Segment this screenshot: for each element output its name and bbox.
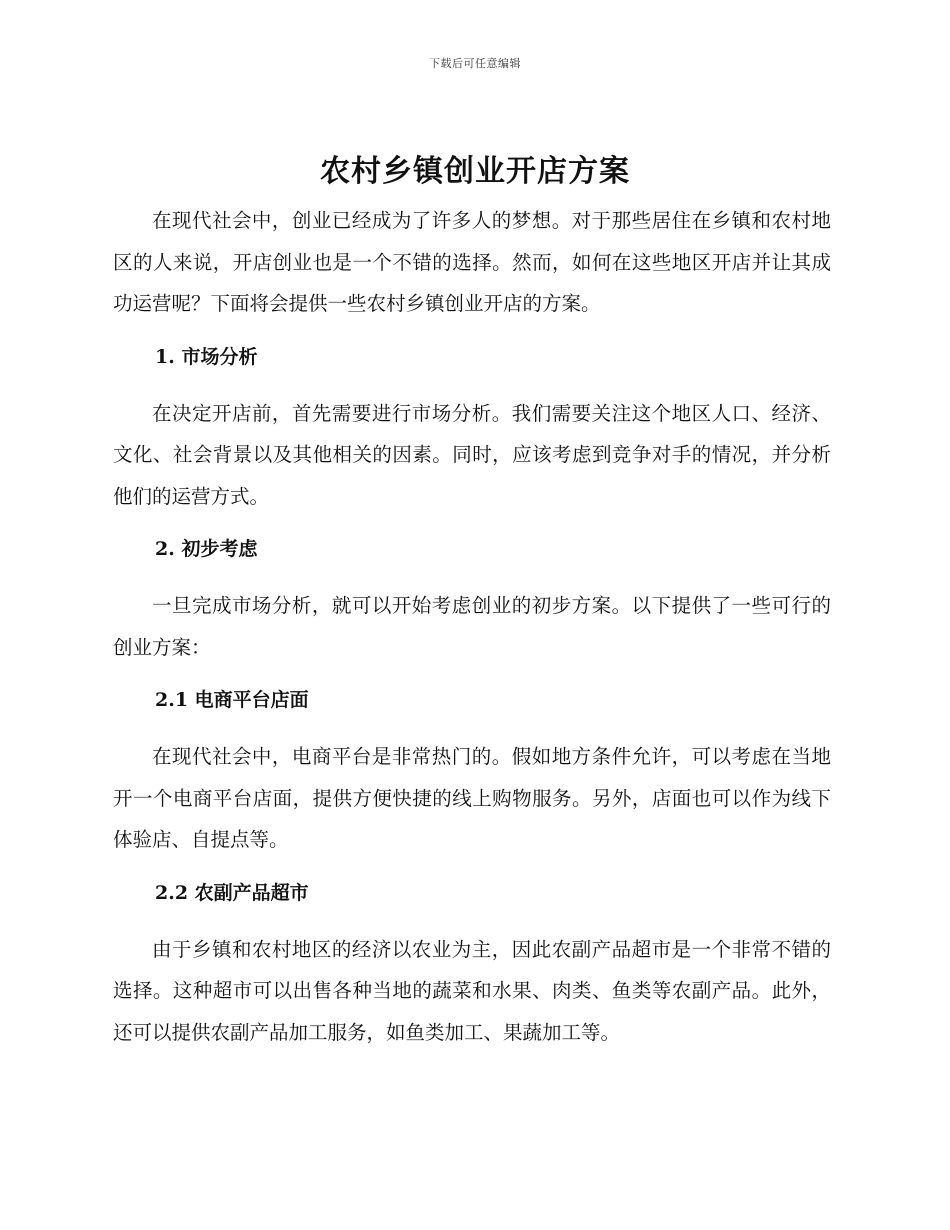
intro-paragraph: 在现代社会中，创业已经成为了许多人的梦想。对于那些居住在乡镇和农村地区的人来说，开店创业也是一个不错的选择。然而，如何在这些地区开店并让其成功运营呢？下面将会提供一些农村乡镇创业开店的方案。 bbox=[113, 209, 831, 315]
section-paragraph-ecommerce-store: 在现代社会中，电商平台是非常热门的。假如地方条件允许，可以考虑在当地开一个电商平台店面，提供方便快捷的线上购物服务。另外，店面也可以作为线下体验店、自提点等。 bbox=[113, 745, 831, 851]
section-heading-initial-considerations: 2. 初步考虑 bbox=[155, 538, 258, 560]
section-paragraph-market-analysis: 在决定开店前，首先需要进行市场分析。我们需要关注这个地区人口、经济、文化、社会背景以及其他相关的因素。同时，应该考虑到竞争对手的情况，并分析他们的运营方式。 bbox=[113, 401, 831, 508]
section-paragraph-agri-supermarket: 由于乡镇和农村地区的经济以农业为主，因此农副产品超市是一个非常不错的选择。这种超市可以出售各种当地的蔬菜和水果、肉类、鱼类等农副产品。此外，还可以提供农副产品加工服务，如鱼类加工、果蔬加工等。 bbox=[113, 937, 831, 1044]
section-heading-market-analysis: 1. 市场分析 bbox=[155, 345, 258, 368]
document-body bbox=[113, 200, 831, 1053]
page-header: 下载后可任意编辑 bbox=[429, 57, 521, 70]
section-heading-agri-supermarket: 2.2 农副产品超市 bbox=[155, 881, 309, 904]
section-heading-ecommerce-store: 2.1 电商平台店面 bbox=[155, 689, 309, 711]
section-paragraph-initial-considerations: 一旦完成市场分析，就可以开始考虑创业的初步方案。以下提供了一些可行的创业方案： bbox=[113, 594, 831, 659]
document-title: 农村乡镇创业开店方案 bbox=[320, 154, 630, 189]
